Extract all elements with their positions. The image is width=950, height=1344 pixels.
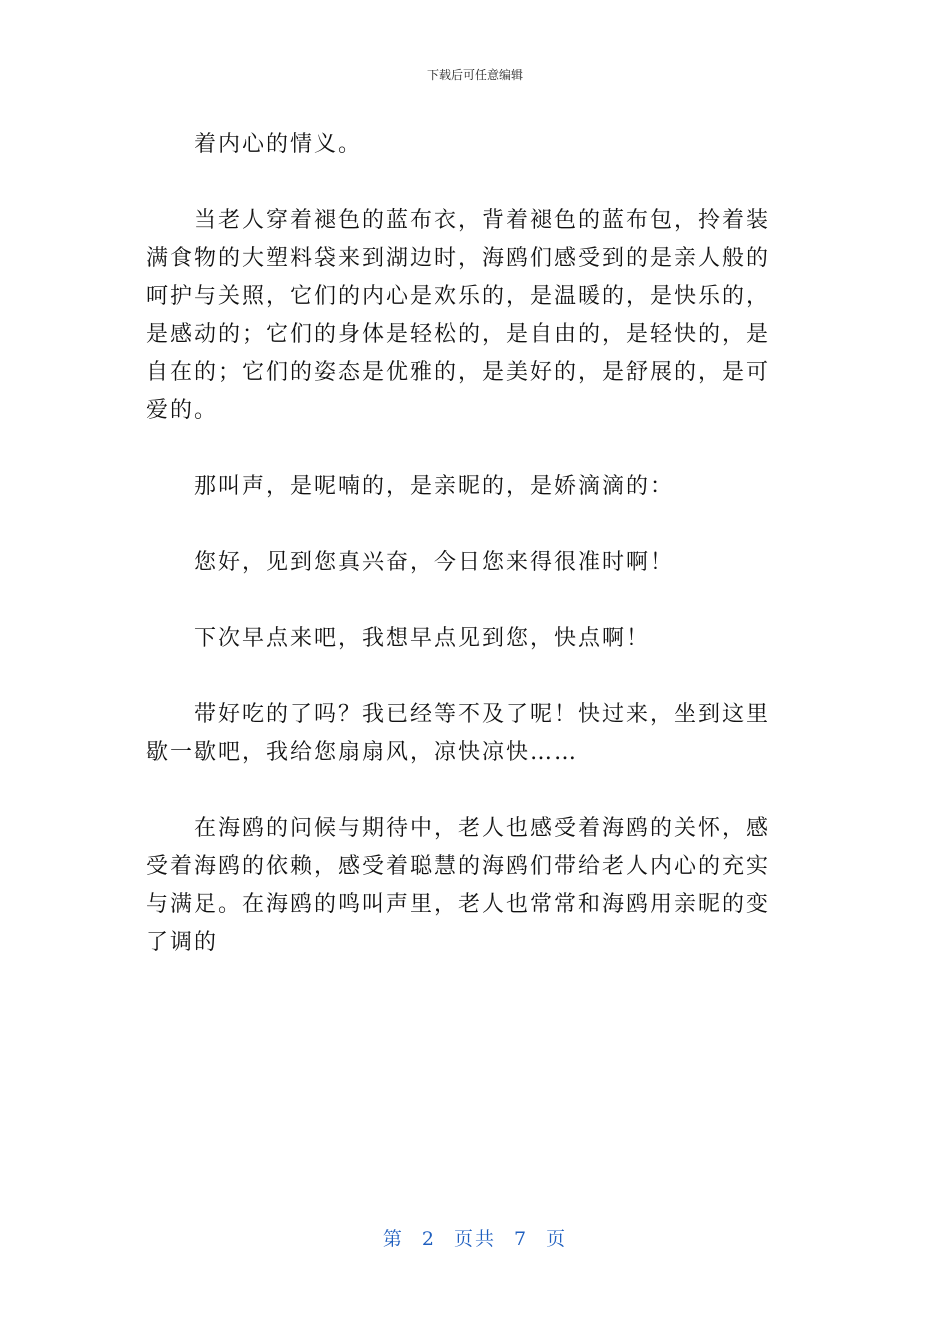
- paragraph-7: 在海鸥的问候与期待中，老人也感受着海鸥的关怀，感受着海鸥的依赖，感受着聪慧的海鸥们带给老人内心的充实与满足。在海鸥的鸣叫声里，老人也常常和海鸥用亲昵的变了调的: [146, 816, 771, 955]
- footer-prefix: 第: [382, 1228, 404, 1250]
- paragraph-4: 您好，见到您真兴奋，今日您来得很准时啊！: [194, 550, 675, 575]
- paragraph-5: 下次早点来吧，我想早点见到您，快点啊！: [194, 626, 651, 651]
- footer-middle: 页共: [453, 1228, 496, 1250]
- paragraph-3: 那叫声，是呢喃的，是亲昵的，是娇滴滴的：: [194, 474, 675, 499]
- footer-total-pages: 7: [514, 1228, 529, 1250]
- paragraph-6: 带好吃的了吗？我已经等不及了呢！快过来，坐到这里歇一歇吧，我给您扇扇风，凉快凉快……: [146, 702, 771, 765]
- paragraph-1: 着内心的情义。: [194, 132, 363, 157]
- footer-suffix: 页: [546, 1228, 568, 1250]
- header-note: 下载后可任意编辑: [426, 68, 523, 82]
- footer-current-page: 2: [421, 1228, 436, 1250]
- document-body: [146, 126, 792, 962]
- paragraph-2: 当老人穿着褪色的蓝布衣，背着褪色的蓝布包，拎着装满食物的大塑料袋来到湖边时，海鸥们感受到的是亲人般的呵护与关照，它们的内心是欢乐的，是温暖的，是快乐的，是感动的；它们的身体是轻松的，是自由的，是轻快的，是自在的；它们的姿态是优雅的，是美好的，是舒展的，是可爱的。: [146, 208, 771, 423]
- page-footer: [0, 1224, 950, 1251]
